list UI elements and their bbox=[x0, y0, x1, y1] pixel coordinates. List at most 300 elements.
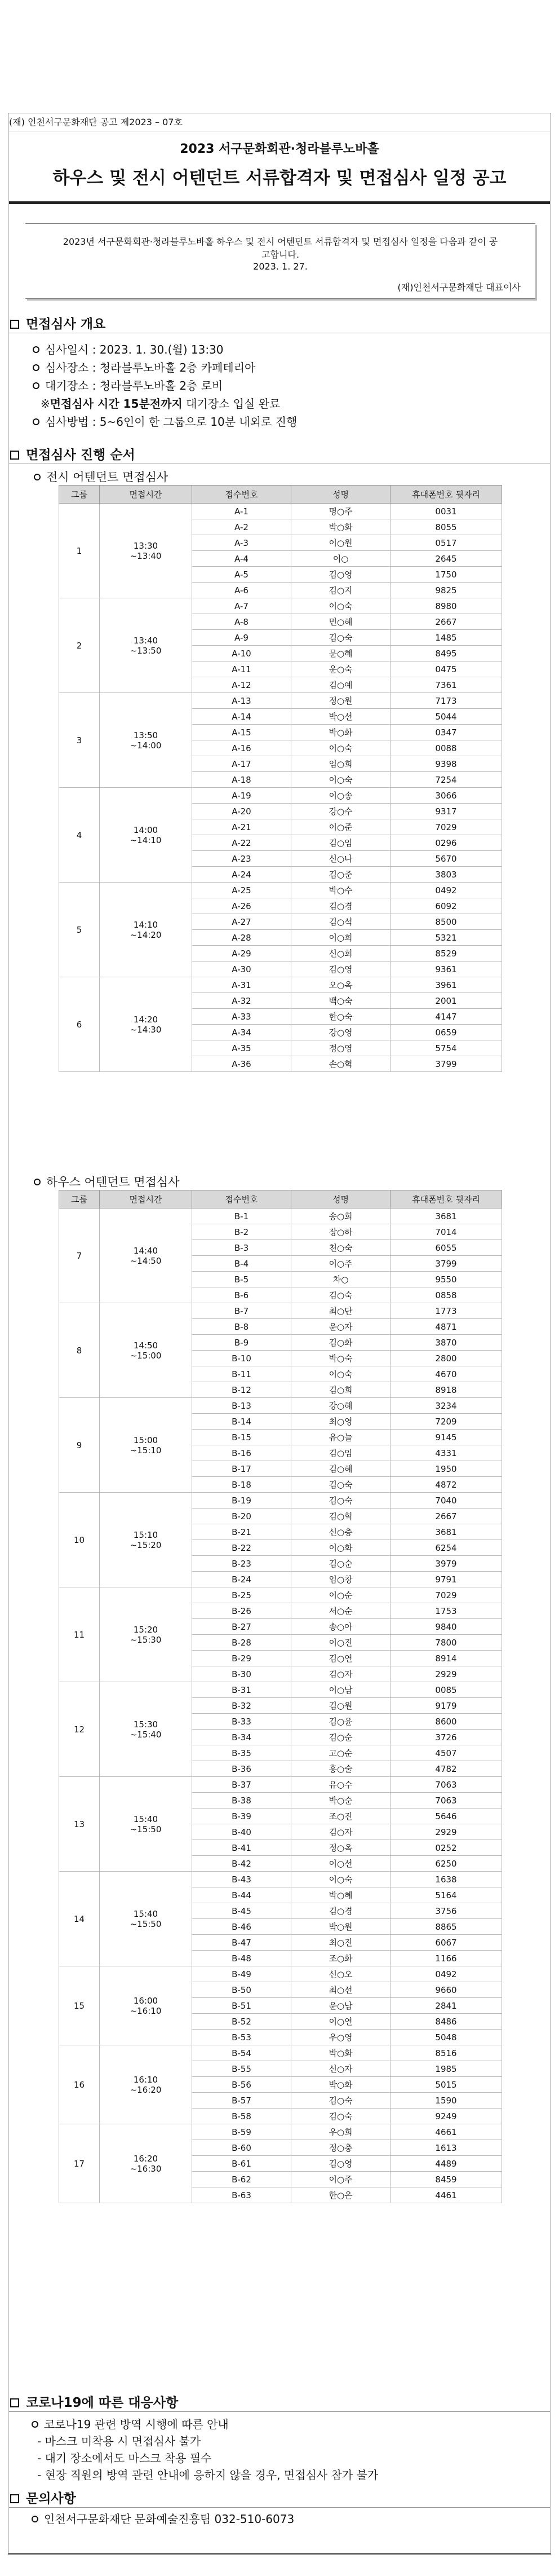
name-cell: 홍○술 bbox=[291, 1761, 391, 1777]
name-cell: 이○주 bbox=[291, 2172, 391, 2187]
phone-digits-cell: 8914 bbox=[391, 1651, 502, 1666]
list-item: - 대기 장소에서도 마스크 착용 필수 bbox=[37, 2451, 212, 2465]
circle-bullet-icon bbox=[32, 2421, 38, 2428]
table-row bbox=[59, 598, 502, 614]
receipt-number-cell: B-58 bbox=[192, 2109, 291, 2124]
receipt-number-cell: A-14 bbox=[192, 709, 291, 725]
phone-digits-cell: 4507 bbox=[391, 1745, 502, 1761]
receipt-number-cell: B-43 bbox=[192, 1872, 291, 1887]
phone-digits-cell: 4147 bbox=[391, 1009, 502, 1025]
receipt-number-cell: A-21 bbox=[192, 819, 291, 835]
name-cell: 강○영 bbox=[291, 1025, 391, 1040]
receipt-number-cell: B-44 bbox=[192, 1887, 291, 1903]
name-cell: 김○혁 bbox=[291, 1508, 391, 1524]
col-header-name: 성명 bbox=[291, 486, 391, 504]
phone-digits-cell: 3681 bbox=[391, 1208, 502, 1224]
name-cell: 한○숙 bbox=[291, 1009, 391, 1025]
table-row bbox=[59, 1493, 502, 1508]
phone-digits-cell: 4489 bbox=[391, 2156, 502, 2172]
receipt-number-cell: B-31 bbox=[192, 1682, 291, 1698]
receipt-number-cell: B-46 bbox=[192, 1919, 291, 1935]
receipt-number-cell: B-12 bbox=[192, 1382, 291, 1398]
phone-digits-cell: 0031 bbox=[391, 504, 502, 519]
name-cell: 김○경 bbox=[291, 898, 391, 914]
name-cell: 윤○자 bbox=[291, 1319, 391, 1335]
name-cell: 송○희 bbox=[291, 1208, 391, 1224]
phone-digits-cell: 9179 bbox=[391, 1698, 502, 1714]
group-cell: 15 bbox=[59, 1966, 100, 2045]
name-cell: 최○선 bbox=[291, 1982, 391, 1998]
receipt-number-cell: A-16 bbox=[192, 740, 291, 756]
house-schedule-table bbox=[59, 1190, 502, 2203]
name-cell: 조○진 bbox=[291, 1809, 391, 1824]
name-cell: 우○희 bbox=[291, 2124, 391, 2140]
list-item-text: 코로나19 관련 방역 시행에 따른 안내 bbox=[44, 2418, 229, 2431]
square-bullet-icon bbox=[10, 2494, 19, 2503]
name-cell: 이○진 bbox=[291, 1635, 391, 1651]
receipt-number-cell: B-36 bbox=[192, 1761, 291, 1777]
name-cell: 김○임 bbox=[291, 1445, 391, 1461]
name-cell: 이○숙 bbox=[291, 1366, 391, 1382]
receipt-number-cell: A-1 bbox=[192, 504, 291, 519]
name-cell: 김○원 bbox=[291, 1698, 391, 1714]
phone-digits-cell: 8600 bbox=[391, 1714, 502, 1730]
receipt-number-cell: B-11 bbox=[192, 1366, 291, 1382]
receipt-number-cell: B-40 bbox=[192, 1824, 291, 1840]
phone-digits-cell: 9145 bbox=[391, 1430, 502, 1445]
name-cell: 정○충 bbox=[291, 2140, 391, 2156]
receipt-number-cell: B-51 bbox=[192, 1998, 291, 2014]
phone-digits-cell: 7209 bbox=[391, 1414, 502, 1430]
phone-digits-cell: 5044 bbox=[391, 709, 502, 725]
name-cell: 김○임 bbox=[291, 835, 391, 851]
circle-bullet-icon bbox=[33, 346, 39, 353]
col-header-group: 그룹 bbox=[59, 1190, 100, 1208]
phone-digits-cell: 1753 bbox=[391, 1603, 502, 1619]
phone-digits-cell: 2929 bbox=[391, 1666, 502, 1682]
name-cell: 신○자 bbox=[291, 2061, 391, 2077]
receipt-number-cell: B-47 bbox=[192, 1935, 291, 1951]
name-cell: 장○하 bbox=[291, 1224, 391, 1240]
receipt-number-cell: A-18 bbox=[192, 772, 291, 788]
group-cell: 2 bbox=[59, 598, 100, 693]
phone-digits-cell: 3799 bbox=[391, 1056, 502, 1072]
section-heading-text: 면접심사 진행 순서 bbox=[26, 448, 135, 462]
name-cell: 유○늘 bbox=[291, 1430, 391, 1445]
receipt-number-cell: B-6 bbox=[192, 1287, 291, 1303]
time-cell: 14:00 ~14:10 bbox=[100, 788, 192, 883]
receipt-number-cell: B-56 bbox=[192, 2077, 291, 2093]
receipt-number-cell: B-60 bbox=[192, 2140, 291, 2156]
section-heading-covid bbox=[10, 2392, 178, 2411]
group-cell: 10 bbox=[59, 1493, 100, 1587]
name-cell: 차○ bbox=[291, 1272, 391, 1287]
col-header-phone: 휴대폰번호 뒷자리 bbox=[391, 486, 502, 504]
phone-digits-cell: 9249 bbox=[391, 2109, 502, 2124]
table-row bbox=[59, 788, 502, 804]
note-text: 대기장소 입실 완료 bbox=[182, 397, 281, 411]
name-cell: 박○수 bbox=[291, 883, 391, 898]
receipt-number-cell: B-39 bbox=[192, 1809, 291, 1824]
page-title: 하우스 및 전시 어텐던트 서류합격자 및 면접심사 일정 공고 bbox=[52, 168, 507, 188]
name-cell: 우○영 bbox=[291, 2030, 391, 2045]
receipt-number-cell: A-3 bbox=[192, 535, 291, 551]
name-cell: 박○순 bbox=[291, 1793, 391, 1809]
table-row bbox=[59, 977, 502, 993]
phone-digits-cell: 1485 bbox=[391, 630, 502, 646]
name-cell: 김○화 bbox=[291, 1335, 391, 1351]
phone-digits-cell: 6067 bbox=[391, 1935, 502, 1951]
phone-digits-cell: 4872 bbox=[391, 1477, 502, 1493]
list-item bbox=[33, 341, 297, 359]
receipt-number-cell: A-6 bbox=[192, 583, 291, 598]
exhibition-subheading bbox=[34, 468, 168, 485]
receipt-number-cell: A-26 bbox=[192, 898, 291, 914]
name-cell: 김○희 bbox=[291, 1382, 391, 1398]
phone-digits-cell: 4782 bbox=[391, 1761, 502, 1777]
circle-bullet-icon bbox=[32, 2516, 38, 2522]
phone-digits-cell: 0347 bbox=[391, 725, 502, 740]
name-cell: 이○숙 bbox=[291, 740, 391, 756]
group-cell: 6 bbox=[59, 977, 100, 1072]
list-item bbox=[33, 377, 297, 395]
name-cell: 김○자 bbox=[291, 1666, 391, 1682]
receipt-number-cell: B-42 bbox=[192, 1856, 291, 1872]
phone-digits-cell: 1638 bbox=[391, 1872, 502, 1887]
contact-info bbox=[32, 2510, 294, 2526]
receipt-number-cell: A-30 bbox=[192, 961, 291, 977]
name-cell: 박○혜 bbox=[291, 1887, 391, 1903]
phone-digits-cell: 7361 bbox=[391, 677, 502, 693]
note-emphasis: 면접심사 시간 15분전까지 bbox=[50, 397, 183, 411]
receipt-number-cell: B-63 bbox=[192, 2187, 291, 2203]
phone-digits-cell: 8980 bbox=[391, 598, 502, 614]
phone-digits-cell: 7029 bbox=[391, 1587, 502, 1603]
name-cell: 신○나 bbox=[291, 851, 391, 867]
receipt-number-cell: B-4 bbox=[192, 1256, 291, 1272]
group-cell: 4 bbox=[59, 788, 100, 883]
name-cell: 임○창 bbox=[291, 1572, 391, 1587]
phone-digits-cell: 2667 bbox=[391, 614, 502, 630]
table-row bbox=[59, 2124, 502, 2140]
receipt-number-cell: A-35 bbox=[192, 1040, 291, 1056]
name-cell: 이○숙 bbox=[291, 598, 391, 614]
receipt-number-cell: B-45 bbox=[192, 1903, 291, 1919]
receipt-number-cell: B-2 bbox=[192, 1224, 291, 1240]
phone-digits-cell: 8918 bbox=[391, 1382, 502, 1398]
phone-digits-cell: 9791 bbox=[391, 1572, 502, 1587]
receipt-number-cell: B-57 bbox=[192, 2093, 291, 2109]
time-cell: 15:40 ~15:50 bbox=[100, 1777, 192, 1872]
name-cell: 이○숙 bbox=[291, 772, 391, 788]
phone-digits-cell: 3870 bbox=[391, 1335, 502, 1351]
phone-digits-cell: 3234 bbox=[391, 1398, 502, 1414]
name-cell: 김○윤 bbox=[291, 1714, 391, 1730]
phone-digits-cell: 3803 bbox=[391, 867, 502, 883]
receipt-number-cell: B-17 bbox=[192, 1461, 291, 1477]
name-cell: 고○순 bbox=[291, 1745, 391, 1761]
col-header-receipt: 접수번호 bbox=[192, 486, 291, 504]
phone-digits-cell: 5646 bbox=[391, 1809, 502, 1824]
phone-digits-cell: 5164 bbox=[391, 1887, 502, 1903]
receipt-number-cell: B-33 bbox=[192, 1714, 291, 1730]
name-cell: 이○준 bbox=[291, 819, 391, 835]
phone-digits-cell: 3799 bbox=[391, 1256, 502, 1272]
list-item: - 현장 직원의 방역 관련 안내에 응하지 않을 경우, 면접심사 참가 불가 bbox=[37, 2468, 379, 2482]
name-cell: 명○주 bbox=[291, 504, 391, 519]
table-row bbox=[59, 1682, 502, 1698]
receipt-number-cell: A-29 bbox=[192, 946, 291, 961]
receipt-number-cell: B-5 bbox=[192, 1272, 291, 1287]
receipt-number-cell: A-9 bbox=[192, 630, 291, 646]
phone-digits-cell: 7040 bbox=[391, 1493, 502, 1508]
title-line-1: 2023 서구문화회관·청라블루노바홀 bbox=[180, 142, 379, 156]
receipt-number-cell: B-22 bbox=[192, 1540, 291, 1556]
name-cell: 조○화 bbox=[291, 1951, 391, 1966]
phone-digits-cell: 7029 bbox=[391, 819, 502, 835]
phone-digits-cell: 0659 bbox=[391, 1025, 502, 1040]
table-row bbox=[59, 2045, 502, 2061]
name-cell: 김○영 bbox=[291, 567, 391, 583]
phone-digits-cell: 9660 bbox=[391, 1982, 502, 1998]
col-header-group: 그룹 bbox=[59, 486, 100, 504]
receipt-number-cell: A-32 bbox=[192, 993, 291, 1009]
name-cell: 이○남 bbox=[291, 1682, 391, 1698]
receipt-number-cell: A-15 bbox=[192, 725, 291, 740]
name-cell: 김○석 bbox=[291, 914, 391, 930]
name-cell: 윤○숙 bbox=[291, 661, 391, 677]
name-cell: 정○옥 bbox=[291, 1840, 391, 1856]
receipt-number-cell: B-19 bbox=[192, 1493, 291, 1508]
phone-digits-cell: 4461 bbox=[391, 2187, 502, 2203]
intro-text: 2023년 서구문화회관·청라블루노바홀 하우스 및 전시 어텐던트 서류합격자 및 면접심사 일정을 다음과 같이 공고합니다. bbox=[63, 236, 498, 260]
table-row bbox=[59, 1208, 502, 1224]
name-cell: 김○숙 bbox=[291, 1493, 391, 1508]
receipt-number-cell: A-27 bbox=[192, 914, 291, 930]
group-cell: 13 bbox=[59, 1777, 100, 1872]
phone-digits-cell: 2841 bbox=[391, 1998, 502, 2014]
receipt-number-cell: B-50 bbox=[192, 1982, 291, 1998]
receipt-number-cell: B-55 bbox=[192, 2061, 291, 2077]
phone-digits-cell: 9825 bbox=[391, 583, 502, 598]
receipt-number-cell: B-20 bbox=[192, 1508, 291, 1524]
phone-digits-cell: 9550 bbox=[391, 1272, 502, 1287]
col-header-name: 성명 bbox=[291, 1190, 391, 1208]
list-item bbox=[33, 413, 297, 431]
receipt-number-cell: B-37 bbox=[192, 1777, 291, 1793]
receipt-number-cell: A-23 bbox=[192, 851, 291, 867]
name-cell: 김○숙 bbox=[291, 2093, 391, 2109]
group-cell: 14 bbox=[59, 1872, 100, 1966]
phone-digits-cell: 7173 bbox=[391, 693, 502, 709]
name-cell: 김○자 bbox=[291, 1824, 391, 1840]
name-cell: 송○아 bbox=[291, 1619, 391, 1635]
phone-digits-cell: 2667 bbox=[391, 1508, 502, 1524]
receipt-number-cell: A-36 bbox=[192, 1056, 291, 1072]
section-heading-overview bbox=[10, 314, 105, 332]
name-cell: 김○순 bbox=[291, 1556, 391, 1572]
phone-digits-cell: 1773 bbox=[391, 1303, 502, 1319]
phone-digits-cell: 9840 bbox=[391, 1619, 502, 1635]
receipt-number-cell: B-53 bbox=[192, 2030, 291, 2045]
phone-digits-cell: 1750 bbox=[391, 567, 502, 583]
receipt-number-cell: A-17 bbox=[192, 756, 291, 772]
group-cell: 11 bbox=[59, 1587, 100, 1682]
receipt-number-cell: A-8 bbox=[192, 614, 291, 630]
name-cell: 김○경 bbox=[291, 1903, 391, 1919]
receipt-number-cell: B-29 bbox=[192, 1651, 291, 1666]
contact-text: 인천서구문화재단 문화예술진흥팀 032-510-6073 bbox=[44, 2512, 295, 2526]
receipt-number-cell: A-31 bbox=[192, 977, 291, 993]
receipt-number-cell: B-13 bbox=[192, 1398, 291, 1414]
phone-digits-cell: 5015 bbox=[391, 2077, 502, 2093]
circle-bullet-icon bbox=[34, 1179, 41, 1185]
name-cell: 박○원 bbox=[291, 1919, 391, 1935]
section-heading-order bbox=[10, 444, 135, 463]
phone-digits-cell: 7063 bbox=[391, 1793, 502, 1809]
section-heading-inquiry bbox=[10, 2488, 76, 2507]
name-cell: 김○혜 bbox=[291, 1461, 391, 1477]
name-cell: 최○영 bbox=[291, 1414, 391, 1430]
name-cell: 강○혜 bbox=[291, 1398, 391, 1414]
receipt-number-cell: A-33 bbox=[192, 1009, 291, 1025]
phone-digits-cell: 6092 bbox=[391, 898, 502, 914]
house-subheading bbox=[34, 1173, 180, 1190]
phone-digits-cell: 3979 bbox=[391, 1556, 502, 1572]
phone-digits-cell: 4670 bbox=[391, 1366, 502, 1382]
col-header-receipt: 접수번호 bbox=[192, 1190, 291, 1208]
receipt-number-cell: A-5 bbox=[192, 567, 291, 583]
note-mark: ※ bbox=[41, 397, 50, 411]
table-row bbox=[59, 504, 502, 519]
name-cell: 이○희 bbox=[291, 930, 391, 946]
phone-digits-cell: 2800 bbox=[391, 1351, 502, 1366]
receipt-number-cell: B-54 bbox=[192, 2045, 291, 2061]
name-cell: 김○연 bbox=[291, 1651, 391, 1666]
table-row bbox=[59, 1303, 502, 1319]
phone-digits-cell: 8516 bbox=[391, 2045, 502, 2061]
time-cell: 16:10 ~16:20 bbox=[100, 2045, 192, 2124]
receipt-number-cell: B-32 bbox=[192, 1698, 291, 1714]
receipt-number-cell: A-7 bbox=[192, 598, 291, 614]
list-item bbox=[32, 2416, 378, 2433]
section-divider bbox=[9, 2411, 550, 2412]
receipt-number-cell: A-34 bbox=[192, 1025, 291, 1040]
name-cell: 백○숙 bbox=[291, 993, 391, 1009]
exhibition-schedule-table bbox=[59, 485, 502, 1072]
intro-box bbox=[25, 223, 535, 299]
name-cell: 이○숙 bbox=[291, 1872, 391, 1887]
circle-bullet-icon bbox=[34, 474, 41, 480]
receipt-number-cell: B-61 bbox=[192, 2156, 291, 2172]
phone-digits-cell: 6055 bbox=[391, 1240, 502, 1256]
receipt-number-cell: B-49 bbox=[192, 1966, 291, 1982]
time-cell: 15:20 ~15:30 bbox=[100, 1587, 192, 1682]
receipt-number-cell: B-16 bbox=[192, 1445, 291, 1461]
phone-digits-cell: 4871 bbox=[391, 1319, 502, 1335]
receipt-number-cell: B-14 bbox=[192, 1414, 291, 1430]
group-cell: 8 bbox=[59, 1303, 100, 1398]
phone-digits-cell: 8495 bbox=[391, 646, 502, 661]
section-heading-text: 코로나19에 따른 대응사항 bbox=[26, 2396, 179, 2410]
phone-digits-cell: 4661 bbox=[391, 2124, 502, 2140]
phone-digits-cell: 0492 bbox=[391, 1966, 502, 1982]
phone-digits-cell: 3066 bbox=[391, 788, 502, 804]
phone-digits-cell: 5754 bbox=[391, 1040, 502, 1056]
phone-digits-cell: 8055 bbox=[391, 519, 502, 535]
list-item bbox=[33, 359, 297, 377]
group-cell: 5 bbox=[59, 883, 100, 977]
receipt-number-cell: A-10 bbox=[192, 646, 291, 661]
receipt-number-cell: B-9 bbox=[192, 1335, 291, 1351]
group-cell: 17 bbox=[59, 2124, 100, 2203]
name-cell: 박○화 bbox=[291, 725, 391, 740]
phone-digits-cell: 0517 bbox=[391, 535, 502, 551]
phone-digits-cell: 5048 bbox=[391, 2030, 502, 2045]
group-cell: 9 bbox=[59, 1398, 100, 1493]
name-cell: 오○옥 bbox=[291, 977, 391, 993]
phone-digits-cell: 3961 bbox=[391, 977, 502, 993]
receipt-number-cell: A-12 bbox=[192, 677, 291, 693]
phone-digits-cell: 1166 bbox=[391, 1951, 502, 1966]
subheading-text: 전시 어텐던트 면접심사 bbox=[46, 470, 168, 484]
phone-digits-cell: 7800 bbox=[391, 1635, 502, 1651]
name-cell: 강○수 bbox=[291, 804, 391, 819]
phone-digits-cell: 8486 bbox=[391, 2014, 502, 2030]
name-cell: 서○순 bbox=[291, 1603, 391, 1619]
time-cell: 13:50 ~14:00 bbox=[100, 693, 192, 788]
phone-digits-cell: 4331 bbox=[391, 1445, 502, 1461]
receipt-number-cell: A-22 bbox=[192, 835, 291, 851]
phone-digits-cell: 0296 bbox=[391, 835, 502, 851]
phone-digits-cell: 1613 bbox=[391, 2140, 502, 2156]
table-row bbox=[59, 1872, 502, 1887]
phone-digits-cell: 5670 bbox=[391, 851, 502, 867]
phone-digits-cell: 6250 bbox=[391, 1856, 502, 1872]
receipt-number-cell: B-34 bbox=[192, 1730, 291, 1745]
col-header-time: 면접시간 bbox=[100, 1190, 192, 1208]
receipt-number-cell: B-41 bbox=[192, 1840, 291, 1856]
receipt-number-cell: A-25 bbox=[192, 883, 291, 898]
receipt-number-cell: B-28 bbox=[192, 1635, 291, 1651]
name-cell: 천○숙 bbox=[291, 1240, 391, 1256]
name-cell: 최○진 bbox=[291, 1935, 391, 1951]
intro-date: 2023. 1. 27. bbox=[253, 261, 308, 272]
name-cell: 정○영 bbox=[291, 1040, 391, 1056]
phone-digits-cell: 0252 bbox=[391, 1840, 502, 1856]
time-cell: 13:40 ~13:50 bbox=[100, 598, 192, 693]
phone-digits-cell: 5321 bbox=[391, 930, 502, 946]
name-cell: 박○숙 bbox=[291, 1351, 391, 1366]
time-cell: 15:30 ~15:40 bbox=[100, 1682, 192, 1777]
time-cell: 14:20 ~14:30 bbox=[100, 977, 192, 1072]
list-item-text: 심사장소 : 청라블루노바홀 2층 카페테리아 bbox=[45, 361, 256, 374]
receipt-number-cell: B-26 bbox=[192, 1603, 291, 1619]
phone-digits-cell: 7014 bbox=[391, 1224, 502, 1240]
receipt-number-cell: A-2 bbox=[192, 519, 291, 535]
phone-digits-cell: 8500 bbox=[391, 914, 502, 930]
phone-digits-cell: 0492 bbox=[391, 883, 502, 898]
name-cell: 김○순 bbox=[291, 1730, 391, 1745]
receipt-number-cell: B-59 bbox=[192, 2124, 291, 2140]
name-cell: 김○영 bbox=[291, 961, 391, 977]
phone-digits-cell: 3756 bbox=[391, 1903, 502, 1919]
time-cell: 15:00 ~15:10 bbox=[100, 1398, 192, 1493]
name-cell: 이○송 bbox=[291, 788, 391, 804]
receipt-number-cell: B-18 bbox=[192, 1477, 291, 1493]
overview-list bbox=[33, 341, 297, 431]
phone-digits-cell: 3681 bbox=[391, 1524, 502, 1540]
